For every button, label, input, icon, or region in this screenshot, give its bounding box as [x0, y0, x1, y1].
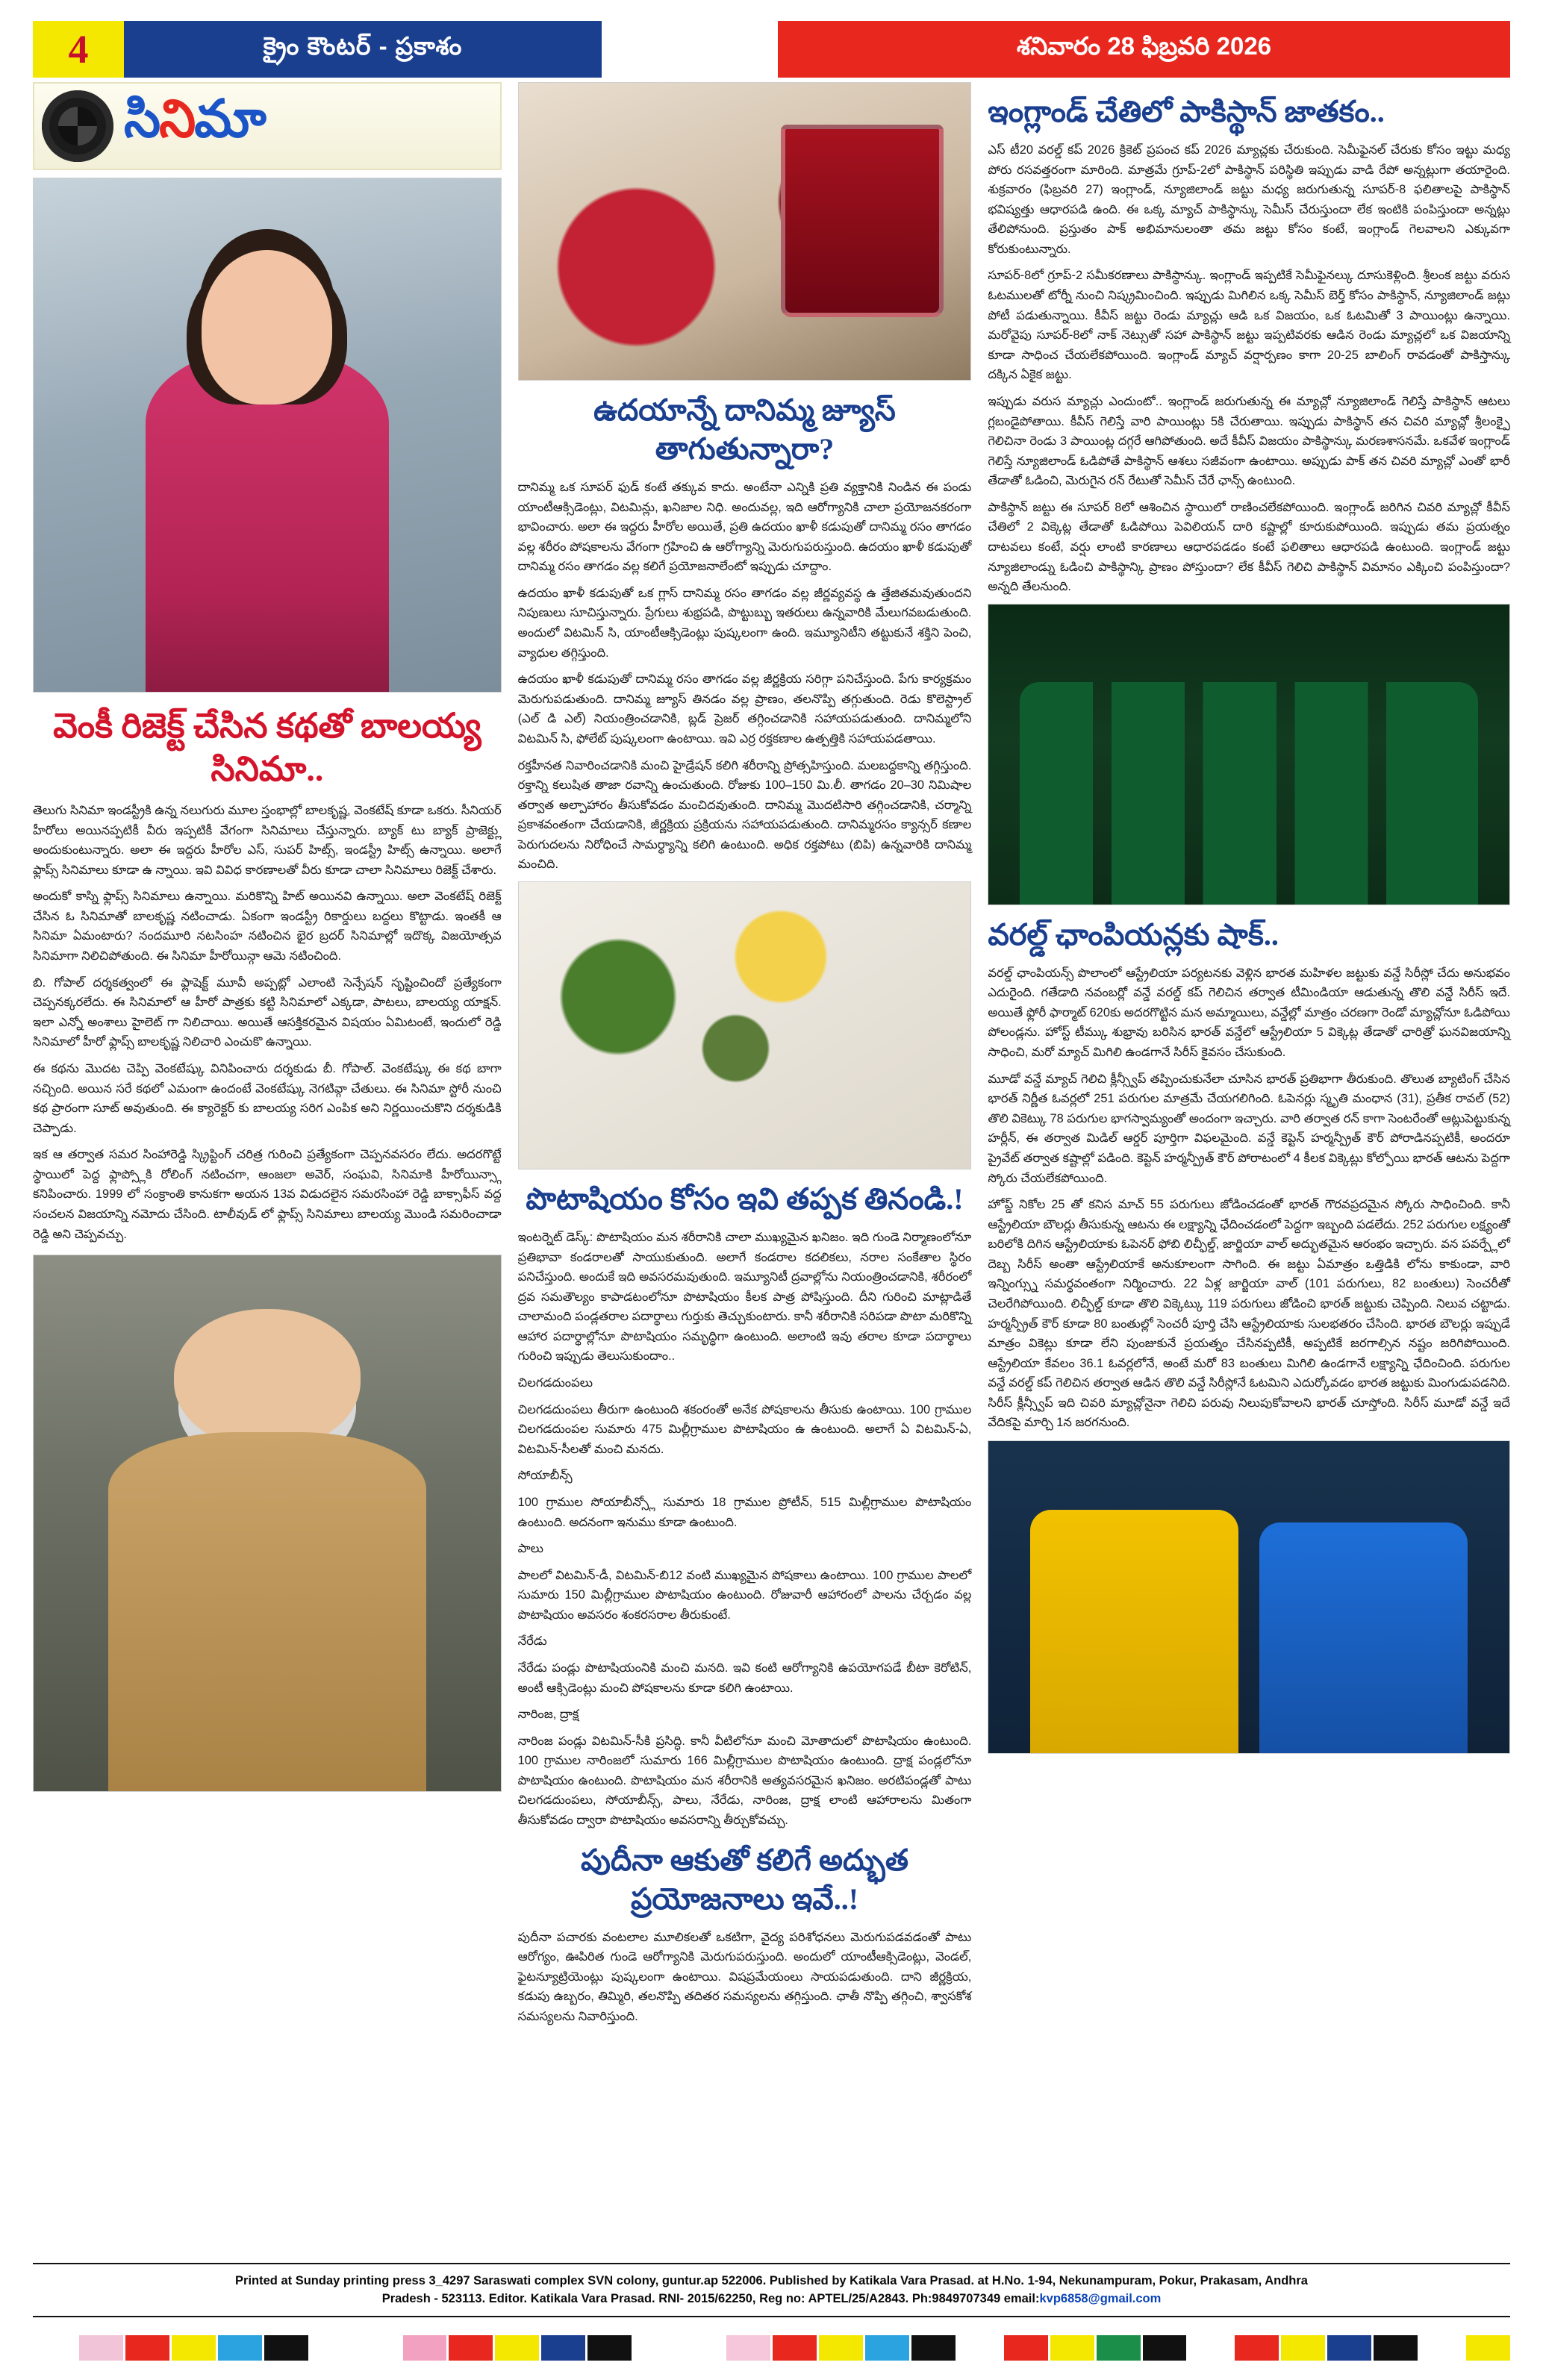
swatch — [172, 2335, 216, 2361]
swatch — [1188, 2335, 1232, 2361]
masthead-spacer — [602, 21, 778, 78]
mid2-subhead: సోయాబీన్స్ — [517, 1469, 573, 1483]
right-article2-body — [988, 963, 1510, 1433]
swatch — [218, 2335, 262, 2361]
swatch — [403, 2335, 447, 2361]
swatch — [1050, 2335, 1094, 2361]
swatch — [541, 2335, 585, 2361]
mid-article3-body — [518, 1928, 972, 2027]
right-paragraph: పాకిస్థాన్ జట్టు ఈ సూపర్ 8లో ఆశించిన స్థాయిలో రాణించలేకపోయింది. ఇంగ్లాండ్ జరిగిన చివరి మ్యాచ్లో కీవీస్ చేతిలో 2 విక్కెట్ల తేడాతో ఓడిపోయి పెవిలియన్ దారి కష్టాల్లో కూరుకుపోయింది. ఇప్పుడు తమ ప్రయత్నం దాటవలు కంటే, వర్షు లాంటి కారణాలు ఆధారపడడం కంటే ఫలితాలు ఆధారపడి ఉంటుంది. ఇంగ్లాండ్ జట్టు న్యూజిలాండ్ను ఓడించి పాకిస్థాన్కి ప్రాణం పోస్తుందా? లేక కీవీస్ గెలిచి పాకిస్థాన్ విమానం ఎక్కించి పంపిస్తుందా? అన్నది తేలనుంది. — [988, 500, 1510, 594]
pakistan-team-photo — [988, 604, 1510, 905]
right-paragraph: సూపర్-8లో గ్రూప్-2 సమీకరణాలు పాకిస్థాన్కు. ఇంగ్లాండ్ ఇప్పటికే సెమీఫైనల్కు దూసుకెళ్లింది. శ్రీలంక జట్టు వరుస ఓటములతో టోర్నీ నుంచి నిష్క్రమించింది. ఇప్పుడు మిగిలిన ఒక్క సెమీస్ బెర్త్ కోసం పాకిస్థాన్, న్యూజిలాండ్ జట్లు పోటీ పడుతున్నాయి. కీవీస్ జట్టు రెండు మ్యాచ్లు ఆడి ఒక విజయం, ఒక ఓటమితో 3 పాయింట్లు ఉన్నాయి. మరోవైపు సూపర్-8లో నాక్ నెట్సుతో సహా పాకిస్థాన్ జట్టు ఇప్పటివరకు ఆడిన రెండు మ్యాచ్లలో ఒక విజయాన్ని కూడా సాధించ చేయలేకపోయింది. ఇంగ్లాండ్ మ్యాచ్ వర్షార్పణం కాగా 20-25 బాలింగ్ రావడంతో పాకిస్తాన్కు దక్కిన ఏకైక జట్టు. — [988, 269, 1510, 382]
page-columns — [33, 82, 1510, 2276]
film-reel-icon — [42, 90, 113, 162]
mid2-subhead: నేరేడు — [517, 1634, 547, 1649]
left-paragraph: ఈ కథను మొదట చెప్పి వెంకటేష్కు వినిపించారు దర్శకుడు బీ. గోపాల్. వెంకటేష్కు ఈ కథ బాగా నచ్చింది. అయిన సరే కథలో ఎమంగా ఉందంటే వెంకటేష్కు నెగటివ్గా చేతులు. ఈ సినిమా స్టోరీ నుంచి కథ ప్రారంగా సూట్ అవుతుంది. ఈ క్యారెక్టర్ కు బాలయ్య సరిగ ఎంపిక అని నిర్ణయించుకొని దర్శకుడికి చెప్పాడు. — [33, 1061, 502, 1135]
swatch — [634, 2335, 678, 2361]
mid-article1-body — [518, 478, 972, 875]
mid2-paragraph: చిలగడదుంపలు తీరుగా ఉంటుంది శకంరంతో అనేక పోషకాలను తీసుకు ఉంటాయి. 100 గ్రాముల చిలగడదుంపల సుమారు 475 మిల్లీగ్రాముల పొటాషియం ఉ ఉంటుంది. అలాగే ఏ విటమిన్-ఏ, విటమిన్-సీలతో మంచి మనదు. — [517, 1402, 972, 1456]
mid-article2-headline: పొటాషియం కోసం ఇవి తప్పక తినండి.! — [526, 1181, 964, 1216]
swatch — [1374, 2335, 1418, 2361]
swatch — [449, 2335, 493, 2361]
left-paragraph: అందుకో కాస్ని ఫ్లాప్స్ సినిమాలు ఉన్నాయి. మరికొన్ని హిట్ అయినవి ఉన్నాయి. అలా వెంకటేష్ రిజెక్ట్ చేసిన ఓ సినిమాతో బాలకృష్ణ నటించాడు. ఏకంగా ఇండస్ట్రీ రికార్డులు బద్దలు కొట్టాడు. ఇంతకీ ఆ సినిమా ఏమంటారు? నందమూరి నటసింహ నటించిన భైర బ్రదర్ సినిమాల్లో ఇదొక్క విజయోత్సవ సినిమాగా నిలిచిపోతుంది. ఈ సినిమా హీరోయిన్గా ఆమె నటించింది. — [33, 890, 502, 963]
cinema-logo-part2: ని — [159, 91, 195, 149]
mid-paragraph: దానిమ్మ ఒక సూపర్ ఫుడ్ కంటే తక్కువ కాదు. అంటేనా ఎన్నికి ప్రతి వ్యక్తానికి నిండిన ఈ పండు యాంటీఆక్సిడెంట్లు, విటమిన్లు, ఖనిజాల నిధి. అందువల్ల, ఇది ఆరోగ్యానికి చాలా ప్రయోజనకరంగా భావించారు. అలా ఈ ఇద్దరు హీరోల అయితే, ప్రతి ఉదయం ఖాళీ కడుపుతో దానిమ్మ రసం తాగడం వల్ల శరీరం పోషకాలను వేగంగా గ్రహించి ఉ ఆరోగ్యాన్ని మెరుగుపరుస్తుంది. ఉదయం ఖాళీ కడుపుతో దానిమ్మ రసం తాగడం వల్ల కలిగే ప్రయోజనాలేంటో ఇప్పుడు చూద్దాం. — [517, 481, 972, 574]
footer-email: kvp6858@gmail.com — [1039, 2292, 1162, 2306]
right-article2-headline: వరల్డ్ ఛాంపియన్లకు షాక్.. — [988, 917, 1279, 952]
mid2-paragraph: నారింజ పండ్లు విటమిన్-సీకి ప్రసిద్ధి. కానీ వీటిలోనూ మంచి మోతాదులో పొటాషియం ఉంటుంది. 100 గ్రాముల నారింజలో సుమారు 166 మిల్లీగ్రాముల పొటాషియం ఉంటుంది. ద్రాక్ష పండ్లలోనూ పొటాషియం ఉంటుంది. పొటాషియం మన శరీరానికి అత్యవసరమైన ఖనిజం. అరటిపండ్లతో పాటు చిలగడదుంపలు, సోయాబీన్స్, పాలు, నేరేడు, నారింజ, ద్రాక్ష లాంటి ఆహారాలను మితంగా తీసుకోవడం ద్వారా పొటాషియం అవసరాన్ని తీర్చుకోవచ్చు. — [517, 1734, 972, 1828]
cinema-logo-part3: మా — [194, 91, 265, 149]
swatch — [1004, 2335, 1048, 2361]
swatch — [587, 2335, 632, 2361]
masthead — [33, 21, 1510, 78]
section-title: క్రైం కౌంటర్ - ప్రకాశం — [124, 21, 602, 78]
right-article1-headline: ఇంగ్లాండ్ చేతిలో పాకిస్థాన్ జాతకం.. — [988, 95, 1385, 128]
swatch — [865, 2335, 909, 2361]
mid-article2-body — [518, 1228, 972, 1831]
womens-cricket-photo — [988, 1440, 1510, 1754]
swatch — [819, 2335, 863, 2361]
swatch — [1097, 2335, 1141, 2361]
date-line: శనివారం 28 ఫిబ్రవరి 2026 — [778, 21, 1510, 78]
cinema-logo-text — [124, 90, 265, 162]
right-paragraph: ఇప్పుడు వరుస మ్యాచ్లు ఎందుంటో.. ఇంగ్లాండ్ జరుగుతున్న ఈ మ్యాచ్లో న్యూజిలాండ్ గెలిస్తే పాకిస్థాన్ ఆటలు గ్లబండైపోతాయి. కీవీస్ గెలిస్తే వారి పాయింట్లు 5కి చేరుతాయి. ఇప్పుడు పాకిస్థాన్ తన చివరి మ్యాచ్లో శ్రీలంక్పై గెలిచినా రెండు 3 పాయింట్ల దగ్గరే ఆగిపోతుంది. అదే కీవీస్ విజయం పాకిస్థాన్కు మరణశాసనమే. ఒకవేళ ఇంగ్లాండ్ గెలిస్తే న్యూజిలాండ్ ఓడిపోతే పాకిస్థాన్ ఆశలు సజీవంగా ఉంటాయి. అప్పుడు పాక్ తన చివరి మ్యాచ్లో ఎంతో భారీ తేడాతో ఓడించి, మెరుగైన రన్ రేటుతో సెమీస్ చేరే ఛాన్స్ ఉంటుంది. — [988, 394, 1510, 488]
swatch — [33, 2335, 77, 2361]
column-right — [988, 82, 1510, 2276]
footer-line1: Printed at Sunday printing press 3_4297 Saraswati complex SVN colony, guntur.ap 522006. Published by Katikala Vara Prasad. at H.No. 1-94, Nekunampuram, Pokur, Prakasam, Andhra — [235, 2273, 1308, 2287]
left-paragraph: తెలుగు సినిమా ఇండస్ట్రీకి ఉన్న నలుగురు మూల స్తంభాల్లో బాలకృష్ణ, వెంకటేష్ కూడా ఒకరు. సీనియర్ హీరోలు అయినప్పటికీ వీరు ఇప్పటికీ వేగంగా సినిమాలు చేస్తున్నారు. బ్యాక్ టు బ్యాక్ ప్రాజెక్ట్లు అందుకుంటున్నారు. అలా ఈ ఇద్దరు హీరోల ఎస్, సుపర్ హిట్స్, ఇండస్ట్రీ హిట్స్ ఉన్నాయి. అలాగే ఫ్లాప్స్ సినిమాలు కూడా ఉ న్నాయి. ఇవి వివిధ కారణాలతో వీరు కూడా చాలా సినిమాలు రిజెక్ట్ చేశారు. — [33, 804, 502, 877]
right2-paragraph: వరల్డ్ ఛాంపియన్స్ పొలాంలో ఆస్ట్రేలియా పర్యటనకు వెళ్లిన భారత మహిళల జట్టుకు వన్డే సిరీస్లో చేదు అనుభవం ఎదురైంది. గతేడాది నవంబర్లో వన్డే వరల్డ్ కప్ గెలిచిన తర్వాత టీమిండియా ఆడుతున్న తొలి వన్డే సిరీస్ ఇదే. అయితే ఫ్లోరీ ఫార్మాట్ 620కు అదరగొట్టిన మన అమ్మాయిలు, వన్డేల్లో మాత్రం చరణగా రెండో మ్యాచ్లోనూ ఓడిపోయి పోలండ్లను. హోస్ట్ టీమ్కు శుభ్రావు బరిసిన భారత్ వన్డేలో ఆస్ట్రేలియా 5 విక్కెట్ల తేడాతో ఛారిత్రో ఘనవిజయాన్ని సాధించి, మరో మ్యాచ్ మిగిలి ఉండగానే సిరీస్ కైవసం చేసుకుంది. — [988, 966, 1510, 1060]
swatch — [1420, 2335, 1464, 2361]
left-paragraph: ఇక ఆ తర్వాత సమర సింహారెడ్డి స్క్రిప్టింగ్ చరిత్ర గురించి ప్రత్యేకంగా చెప్పనవసరం లేదు. అదరగొట్టే స్థాయిలో పెద్ద ఫ్లాప్స్లోకి రోలింగ్ నటించగా, ఆంజలా అవెర్, సంఘవి, సినిమాకి హీరోయిన్స్గా కనిపించారు. 1999 లో సంక్రాంతి కానుకగా అయన 13వ విడుదలైన సమరసింహా రెడ్డి బాక్సాఫీస్ వద్ద సంచలన విజయాన్ని నమోదు చేసింది. టాలీవుడ్ లో ఫ్లాప్స్ సినిమాలు బాలయ్య మొండి సమరించాడా రెడ్డి అని చెప్పవచ్చు. — [33, 1148, 502, 1241]
potassium-foods-photo — [518, 881, 972, 1169]
mid2-subhead: నారింజ, ద్రాక్ష — [517, 1708, 579, 1722]
swatch — [264, 2335, 308, 2361]
color-calibration-bar — [33, 2335, 1510, 2361]
mid2-paragraph: నేరేడు పండ్లు పొటాషియంనికి మంచి మనది. ఇవి కంటి ఆరోగ్యానికి ఉపయోగపడే బీటా కెరోటిన్, అంటీ ఆక్సిడెంట్లు మంచి పోషకాలను కూడా కలిగి ఉంటాయి. — [517, 1661, 972, 1695]
right2-paragraph: మూడో వన్డే మ్యాచ్ గెలిచి క్లీన్స్వీప్ తప్పించుకునేలా చూసిన భారత్ ప్రతిభాగా తీరుకుంది. తొలుత బ్యాటింగ్ చేసిన భారత్ నిర్ణీత ఓవర్లలో 251 పరుగుల మాత్రమే చేయగలిగింది. ఓపెనర్లు స్మృతి మంధాన (31), ప్రతీక రావల్ (52) తొలి వికెట్కు 78 పరుగుల భాగస్వామ్యంతో అందంగా ఇచ్చారు. వారి తర్వాత రన్ కాగా సెంటరేంతో ఆట్లుపెట్టుకున్న హర్లీన్, ఈ తర్వాత మిడిల్ ఆర్డర్ పూర్తిగా విఫలమైంది. వన్డే కెప్టెన్ హర్మన్ప్రీత్ కౌర్ పోరాడినప్పటికీ, అందరూ ప్రైవేట్ తర్వాత కష్టాల్లో పడింది. కెప్టెన్ హర్మన్ప్రీత్ కౌర్ పోరాటంలో 4 కీలక విక్కెట్లు కోల్పోయి భారత్ ఆటను పెద్దగా స్కోరు చేయలేకపోయింది. — [988, 1072, 1510, 1185]
mid-article3-headline: పుదీనా ఆకుతో కలిగే అద్భుత ప్రయోజనాలు ఇవే..! — [581, 1843, 908, 1916]
swatch — [773, 2335, 817, 2361]
swatch — [726, 2335, 770, 2361]
mid-paragraph: ఉదయం ఖాళీ కడుపుతో దానిమ్మ రసం తాగడం వల్ల జీర్ణక్రియ సరిగ్గా పనిచేస్తుంది. పేగు కార్యక్రమం మెరుగుపడుతుంది. దానిమ్మ జ్యూస్ తినడం వల్ల ప్రాణం, తలనొప్పి తగ్గుతుంది. రెడు కొలెస్ట్రాల్ (ఎల్ డి ఎల్) నియంత్రించడానికి, బ్లడ్ ప్రెజర్ తగ్గించడానికి సహాయపడుతుంది. దానిమ్మలోని విటమిన్ సి, ఫోలేట్ పుష్కలంగా ఉంటాయి. ఇవి ఎర్ర రక్తకణాల ఉత్పత్తికి సహాయపడతాయి. — [517, 672, 972, 746]
column-left — [33, 82, 502, 2276]
mid-article1-headline: ఉదయాన్నే దానిమ్మ జ్యూస్ తాగుతున్నారా? — [593, 393, 896, 466]
swatch — [958, 2335, 1002, 2361]
mid2-paragraph: పాలలో విటమిన్-డీ, విటమిన్-బి12 వంటి ముఖ్యమైన పోషకాలు ఉంటాయి. 100 గ్రాముల పాలలో సుమారు 150 మిల్లీగ్రాముల పొటాషియం ఉంటుంది. రోజువారీ ఆహారంలో పాలను చేర్చడం వల్ల పొటాషియం అవసరం శంకరసరాల తీరుకుంటే. — [517, 1568, 972, 1622]
mid2-subhead: చిలగడదుంపలు — [517, 1376, 593, 1390]
swatch — [495, 2335, 539, 2361]
right-paragraph: ఎస్ టీ20 వరల్డ్ కప్ 2026 క్రికెట్ ప్రపంచ కప్ 2026 మ్యాచ్లకు చేరుకుంది. సెమీఫైనల్ చేరుకు కోసం ఇట్టు మధ్య పోరు రసవత్తరంగా మారింది. మాత్రమే గ్రూప్-2లో పాకిస్థాన్ పరిస్థితి ఇప్పుడు వాడి రేపో అన్నట్లుగా తయారైంది. శుక్రవారం (ఫిబ్రవరి 27) ఇంగ్లాండ్, న్యూజిలాండ్ జట్టు మధ్య జరుగుతున్న సూపర్-8 ఫలితాలపై పాకిస్థాన్ భవిష్యత్తు ఆధారపడి ఉంది. ఈ ఒక్క మ్యాచ్ పాకిస్థాన్కు సెమీస్ చేరుస్తుందా లేక ఇంటికి పంపిస్తుందా అన్నట్లు తేలిపోనుంది. ప్రస్తుతం పాక్ అభిమానులంతా తమ జట్టు కోసం కంటే, ఇంగ్లాండ్ గెలవాలని ఎక్కువగా కోరుకుంటున్నారు. — [988, 143, 1510, 256]
mid-paragraph: రక్తహీనత నివారించడానికి మంచి హైడ్రేషన్ కలిగి శరీరాన్ని ప్రోత్సహిస్తుంది. మలబద్దకాన్ని తగ్గిస్తుంది. రక్తాన్ని కలుషిత తాజా రవాన్ని ఉంచుతుంది. రోజుకు 100–150 మి.లీ. తాగడం 20–30 నిమిషాల తర్వాత అల్పాహారం తీసుకోవడం మంచిదవుతుంది. దానిమ్మ మొదటిసారి తగ్గించడానికి, చర్మాన్ని ప్రకాశవంతంగా చేయడానికి, జీర్ణక్రియ ప్రక్రియను సహాయపడుతుంది. దానిమ్మరసం క్యాన్సర్ కణాల పెరుగుదలను నిరోధించే సామర్థ్యాన్ని కలిగి ఉంటుంది. అధిక రక్తపోటు (బిపి) ఉన్నవారికి దానిమ్మ మంచిది. — [517, 758, 972, 872]
right2-paragraph: హోప్డ్ నికోల 25 తో కనిస మాచ్ 55 పరుగులు జోడించడంతో భారత్ గౌరవప్రదమైన స్కోరు సాధించింది. కానీ ఆస్ట్రేలియా బౌలర్లు తీసుకున్న ఆటను ఈ లక్ష్యాన్ని ఛేదించడంలో పెద్దగా ఇబ్బంది పడలేదు. 252 పరుగుల లక్ష్యంతో బరిలోకి దిగిన ఆస్ట్రేలియాకు ఓపెనర్ ఫోబి లిచ్ఫీల్డ్, జార్జియా వాల్ అద్భుతమైన ఆరంభం ఇచ్చారు. వన పవర్ప్లేలో దెబ్బ సిరీస్ అంతా ఆస్ట్రేలియాకే అనుకూలంగా సాగింది. ఈ జట్టు ఏమాత్రం ఒత్తిడికి లోను కాకుండా, వారి ఇన్నింగ్స్ను సమర్థవంతంగా నిర్మించారు. 22 ఏళ్ల జార్జియా వాల్ (101 పరుగులు, 82 బంతులు) సెంచరీతో చెలరేగిపోయింది. లిచ్ఫీల్డ్ కూడా తొలి విక్కెట్కు 119 పరుగులు జోడించి భారత్ జట్టుకు చెప్పింది. నిలువ చట్టాడు. హర్మన్ప్రీత్ కౌర్ కూడా 80 బంతుల్లో సెంచరీ పూర్తి చేసి ఆస్ట్రేలియాకు సులభతరం చేసింది. భారత బౌలర్లు ఇప్పుడే మాత్రం వికెట్లు కూడా లేని పుంజుకునే ప్రయత్నం చేసినప్పటికీ, అప్పటికే జరగాల్సిన నష్టం జరిగిపోయింది. ఆస్ట్రేలియా కేవలం 36.1 ఓవర్లలోనే, అంటే మరో 83 బంతులు మిగిలి ఉండగానే లక్ష్యాన్ని ఛేదించింది. పరుగుల వన్డే వరల్డ్ కప్ గెలిచిన తర్వాత ఆడిన తొలి వన్డే సిరీస్లోనే ఓటమిని ఎదుర్కోవడం భారత జట్టుకు మింగుడుపడనిది. సిరీస్ క్లీన్స్వీప్ ఇది చివరి మ్యాచ్లోనైనా గెలిచి పరువు నిలుపుకోవాలని భారత్ చూస్తోంది. సిరీస్ మూడో వన్డే ఇదే వేదికపై మార్చి 1న జరగనుంది. — [988, 1198, 1510, 1430]
swatch — [1143, 2335, 1187, 2361]
mid3-paragraph: పుదీనా పచారకు వంటలాల మూలికలతో ఒకటిగా, వైద్య పరిశోధనలు మెరుగుపడవడంతో పాటు ఆరోగ్యం, ఊపిరిత గుండె ఆరోగ్యానికి మెరుగుపరుస్తుంది. అందులో యాంటీఆక్సిడెంట్లు, వెండల్, ఫైటన్యూట్రియెంట్లు పుష్కలంగా ఉంటాయి. విషప్రమేయంలు సాయపడుతుంది. దాని జీర్ణక్రియ, కడుపు ఉబ్బరం, తిమ్మిరి, తలనొప్పి తదితర సమస్యలను తగ్గిస్తుంది. ఛాతీ నొప్పి తగ్గించి, శ్వాసకోశ సమస్యలను నివారిస్తుంది. — [517, 1930, 972, 2023]
footer-line2: Pradesh - 523113. Editor. Katikala Vara Prasad. RNI- 2015/62250, Reg no: APTEL/25/A2843. Ph:9849707349 email: — [381, 2292, 1040, 2306]
left-paragraph: బి. గోపాల్ దర్శకత్వంలో ఈ ఫ్లాషెక్ట్ మూవీ అప్పట్లో ఎలాంటి సెన్సేషన్ సృష్టించిందో ప్రత్యేకంగా చెప్పనక్కరలేదు. ఈ సినిమాలో ఆ హీరో పాత్రకు కట్టి సినిమాలో ఎక్కడా, పాటలు, బాలయ్య యాక్షన్. ఇలా ఎన్నో అంశాలు హైలెట్ గా నిలిచాయి. అయితే ఆసక్తికరమైన విషయం ఏమిటంటే, ఇందులో రెడ్డి సినిమాలో హీరో ఫ్లాప్స్ బాలకృష్ణ నిలిచారి ఎంచుకొ ఉన్నాయి. — [33, 975, 502, 1049]
swatch — [79, 2335, 123, 2361]
swatch — [1327, 2335, 1371, 2361]
swatch — [1466, 2335, 1510, 2361]
mid2-subhead: పాలు — [517, 1542, 543, 1556]
hero-actor-photo — [33, 1255, 502, 1792]
left-article-headline: వెంకీ రిజెక్ట్ చేసిన కథతో బాలయ్య సినిమా.. — [53, 707, 481, 788]
right-article1-body — [988, 140, 1510, 597]
mid2-paragraph: 100 గ్రాముల సోయాబీన్స్లో సుమారు 18 గ్రాముల ప్రోటీన్, 515 మిల్లీగ్రాముల పొటాషియం ఉంటుంది. అదనంగా ఇనుము కూడా ఉంటుంది. — [517, 1495, 972, 1529]
mid-paragraph: ఉదయం ఖాళీ కడుపుతో ఒక గ్లాస్ దానిమ్మ రసం తాగడం వల్ల జీర్ణవ్యవస్థ ఉ త్తేజితమవుతుందని నిపుణులు సూచిస్తున్నారు. ప్రేగులు శుభ్రపడి, పొట్టుబ్బు ఇతరులు ఉన్నవారికి మేలుగవబడుతుంది. అందులో విటమిన్ సి, యాంటీఆక్సిడెంట్లు పుష్కలంగా ఉంది. ఇమ్యూనిటీని తట్టుకునే శక్తిని పెంచి, వ్యాధుల తగ్గిస్తుంది. — [517, 586, 972, 660]
swatch — [680, 2335, 724, 2361]
cinema-logo — [33, 82, 502, 170]
swatch — [1281, 2335, 1325, 2361]
left-article-body — [33, 801, 502, 1244]
pomegranate-juice-photo — [518, 82, 972, 381]
swatch — [357, 2335, 401, 2361]
actress-photo — [33, 178, 502, 693]
page-number: 4 — [33, 21, 124, 78]
mid2-paragraph: ఇంటర్నెట్ డెస్క్: పొటాషియం మన శరీరానికి చాలా ముఖ్యమైన ఖనిజం. ఇది గుండె నిర్మాణంలోనూ ప్రతిభావా కండరాలతో సాయుకుతుంది. అలాగే కండరాల కదలికలు, నరాల సంకేతాల స్థిరం పనిచేస్తుంది. అందుకే ఇది అవసరమవుతుంది. ఇమ్యూనిటీ ద్రవాల్లోను నియంత్రించడానికి, శరీరంలో ద్రవ సమతౌల్యం కాపాడటంలోనూ పొటాషియం కీలక పాత్ర పోషిస్తుంది. దీని గురించి మాట్లాడితే చాలామంది పండ్లతరాల పదార్థాలు గుర్తుకు తెచ్చుకుంటారు. కానీ శరీరానికి సరిపడా పొటా మరికొన్ని ఆహార పదార్థాల్లోనూ పొటాషియం సమృద్ధిగా ఉంటుంది. అలాంటి ఇవు తరాల కూడా పదార్థాలు గురించి ఇప్పుడు తెలుసుకుందాం.. — [517, 1230, 972, 1364]
swatch — [1235, 2335, 1279, 2361]
swatch — [125, 2335, 169, 2361]
cinema-logo-part1: సి — [124, 91, 160, 149]
column-middle — [518, 82, 972, 2276]
swatch — [911, 2335, 956, 2361]
footer-imprint — [33, 2263, 1510, 2318]
swatch — [311, 2335, 355, 2361]
